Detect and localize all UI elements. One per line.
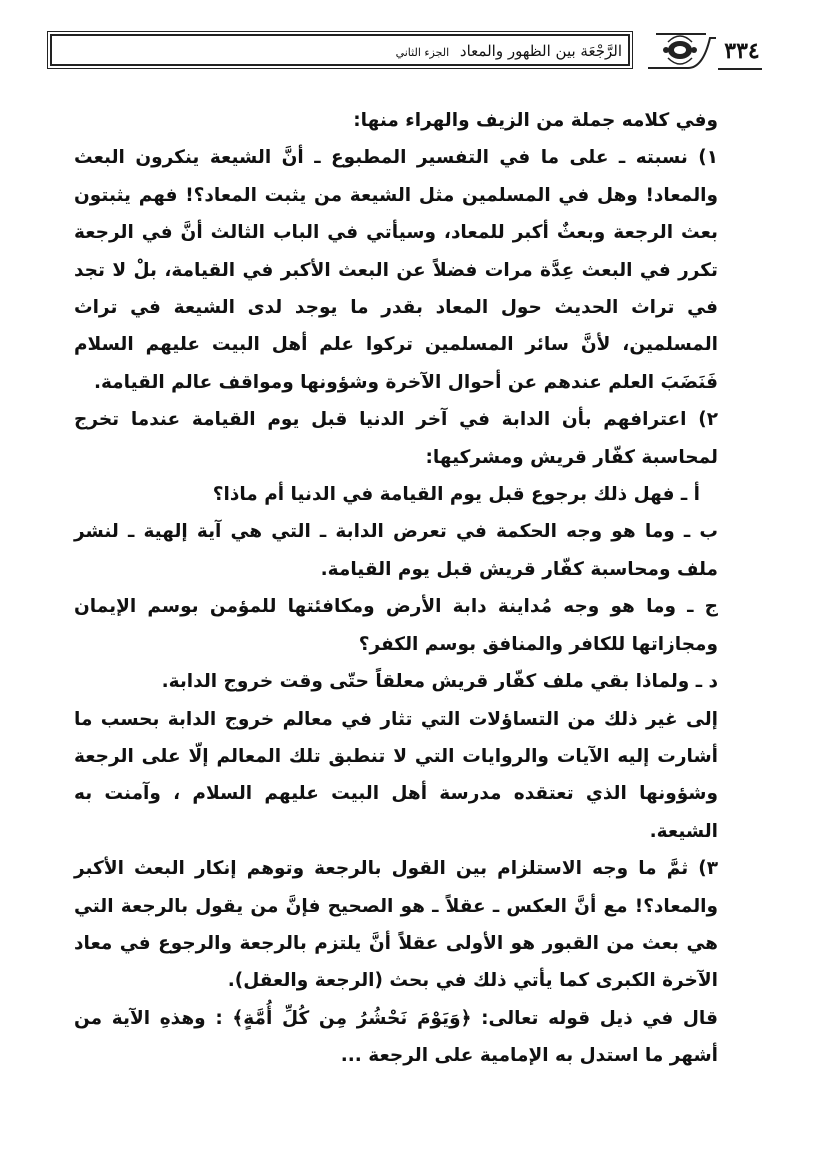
- list-item: ج ـ وما هو وجه مُداينة دابة الأرض ومكافئتها للمؤمن بوسم الإيمان ومجازاتها للكافر والمنافق بوسم الكفر؟: [74, 596, 718, 655]
- page-number-underline: [718, 68, 762, 70]
- list-item: ب ـ وما هو وجه الحكمة في تعرض الدابة ـ التي هي آية إلهية ـ لنشر ملف ومحاسبة كفّار قريش قبل يوم القيامة.: [74, 521, 718, 580]
- book-title: الرَّجْعَة بين الظهور والمعاد: [459, 42, 622, 60]
- paragraph: قال في ذيل قوله تعالى: ﴿وَيَوْمَ نَحْشُرُ مِن كُلِّ أُمَّةٍ﴾ : وهذهِ الآية من أشهر ما استدل به الإمامية على الرجعة ...: [74, 1007, 718, 1067]
- paragraph: وفي كلامه جملة من الزيف والهراء منها:: [353, 110, 718, 131]
- running-header: [50, 28, 760, 74]
- list-item: أ ـ فهل ذلك برجوع قبل يوم القيامة في الدنيا أم ماذا؟: [212, 484, 700, 506]
- paragraph: إلى غير ذلك من التساؤلات التي تثار في معالم خروج الدابة بحسب ما أشارت إليه الآيات والروايات التي لا تنطبق تلك المعالم إلّا على الرجعة وشؤونها الذي تعتقده مدرسة أهل البيت عليهم السلام ، وآمنت به الشيعة.: [74, 708, 718, 842]
- header-title-frame: [50, 34, 630, 66]
- paragraph: ٣) ثمَّ ما وجه الاستلزام بين القول بالرجعة وتوهم إنكار البعث الأكبر والمعاد؟! مع أنَّ العكس ـ عقلاً ـ هو الصحيح فإنَّ من يقول بالرجعة التي هي بعث من القبور هو الأولى عقلاً أنَّ يلتزم بالرجعة والرجوع في معاد الآخرة الكبرى كما يأتي ذلك في بحث (الرجعة والعقل).: [74, 858, 718, 992]
- volume-label: الجزء الثاني: [395, 46, 450, 59]
- page-number: ٣٣٤: [724, 38, 760, 64]
- paragraph: ١) نسبته ـ على ما في التفسير المطبوع ـ أنَّ الشيعة ينكرون البعث والمعاد! وهل في المسلمين مثل الشيعة من يثبت المعاد؟! فهم يثبتون بعث الرجعة وبعثٌ أكبر للمعاد، وسيأتي في الباب الثالث أنَّ في الرجعة تكرر في البعث عِدَّة مرات فضلاً عن البعث الأكبر في القيامة، بلْ لا تجد في تراث الحديث حول المعاد بقدر ما يوجد لدى الشيعة في تراث المسلمين، لأنَّ سائر المسلمين تركوا علم أهل البيت عليهم السلام فَنَضَبَ العلم عندهم عن أحوال الآخرة وشؤونها ومواقف عالم القيامة.: [74, 147, 718, 393]
- header-title: [62, 38, 622, 64]
- paragraph: ٢) اعترافهم بأن الدابة في آخر الدنيا قبل يوم القيامة عندما تخرج لمحاسبة كفّار قريش ومشركيها:: [74, 409, 718, 468]
- list-item: د ـ ولماذا بقي ملف كفّار قريش معلقاً حتّى وقت خروج الدابة.: [161, 671, 718, 693]
- page-body: [74, 102, 754, 1075]
- ornament-icon: [648, 28, 718, 74]
